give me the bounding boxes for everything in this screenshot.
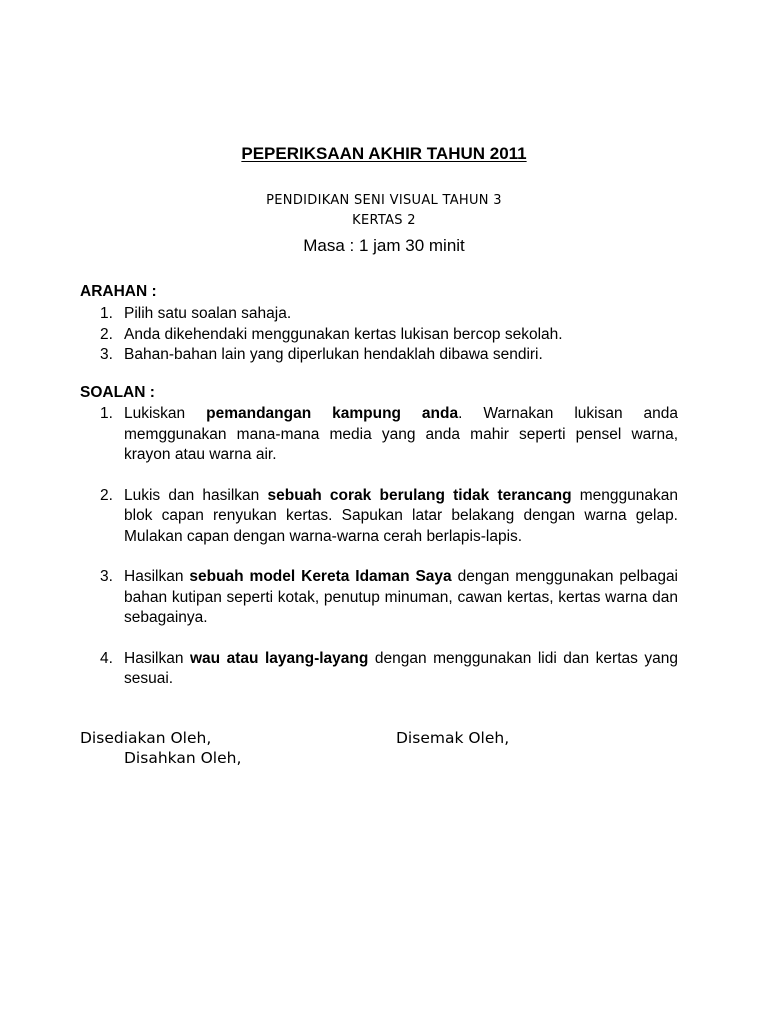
- arahan-list: [100, 304, 678, 366]
- item-text: Pilih satu soalan sahaja.: [124, 305, 292, 322]
- soalan-item: [100, 486, 678, 548]
- item-text-post: dengan menggunakan lidi dan kertas yang sesuai.: [124, 649, 679, 687]
- item-text: Bahan-bahan lain yang diperlukan hendaklah dibawa sendiri.: [124, 346, 543, 363]
- item-number: 3.: [100, 568, 113, 585]
- prepared-by-label: Disediakan Oleh,: [80, 729, 212, 747]
- paper-line: KERTAS 2: [352, 213, 416, 228]
- soalan-item: [100, 649, 678, 690]
- arahan-item: [100, 325, 678, 346]
- approved-by-label: Disahkan Oleh,: [124, 749, 242, 767]
- time-line: Masa : 1 jam 30 minit: [303, 236, 465, 255]
- item-text: Anda dikehendaki menggunakan kertas lukisan bercop sekolah.: [124, 325, 563, 343]
- arahan-heading: ARAHAN :: [80, 283, 157, 300]
- item-text-pre: Hasilkan: [124, 568, 190, 585]
- item-text-post: dengan menggunakan pelbagai bahan kutipan seperti kotak, penutup minuman, cawan kertas, kertas warna dan sebagainya.: [124, 568, 679, 626]
- item-text-bold: sebuah model Kereta Idaman Saya: [189, 568, 452, 585]
- item-text-bold: sebuah corak berulang tidak terancang: [267, 486, 572, 504]
- soalan-heading: SOALAN :: [80, 384, 155, 401]
- document-title: [0, 144, 768, 164]
- soalan-item: [100, 404, 678, 466]
- item-number: 4.: [100, 649, 113, 667]
- soalan-list: [100, 404, 678, 710]
- item-number: 3.: [100, 346, 113, 363]
- item-text-bold: wau atau layang-layang: [189, 649, 369, 667]
- item-number: 1.: [100, 305, 113, 322]
- item-text-pre: Hasilkan: [124, 649, 190, 667]
- title-text: PEPERIKSAAN AKHIR TAHUN 2011: [241, 144, 527, 163]
- item-text-bold: pemandangan kampung anda: [206, 405, 459, 422]
- item-number: 1.: [100, 405, 113, 422]
- checked-by-label: Disemak Oleh,: [396, 729, 510, 747]
- item-number: 2.: [100, 486, 113, 504]
- arahan-item: [100, 345, 678, 366]
- item-text-post: menggunakan blok capan renyukan kertas. Sapukan latar belakang dengan warna gelap. Mulakan capan dengan warna-warna cerah berlapis-lapis.: [124, 486, 678, 545]
- item-number: 2.: [100, 325, 113, 343]
- item-text-post: . Warnakan lukisan anda memggunakan mana-mana media yang anda mahir seperti pensel warna, krayon atau warna air.: [124, 405, 678, 463]
- item-text-pre: Lukiskan: [124, 405, 207, 422]
- arahan-item: [100, 304, 678, 325]
- subject-line: PENDIDIKAN SENI VISUAL TAHUN 3: [266, 193, 502, 208]
- soalan-item: [100, 567, 678, 629]
- item-text-pre: Lukis dan hasilkan: [124, 486, 268, 504]
